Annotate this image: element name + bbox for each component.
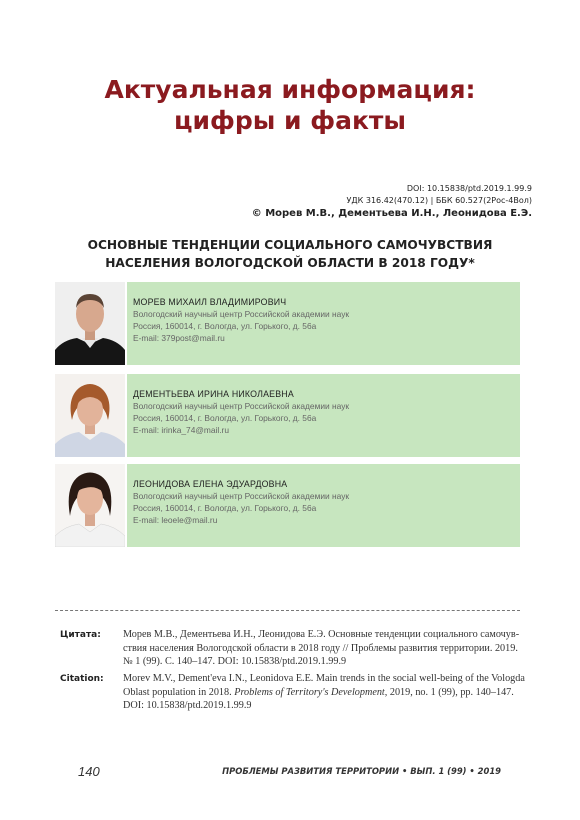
author-card-1 <box>55 282 520 365</box>
section-title-line1: Актуальная информация: <box>104 75 476 104</box>
citation-ru-text <box>123 628 526 669</box>
article-title <box>0 236 580 272</box>
article-title-line2: НАСЕЛЕНИЯ ВОЛОГОДСКОЙ ОБЛАСТИ В 2018 ГОДУ* <box>105 256 475 270</box>
doi-line[interactable]: DOI: 10.15838/ptd.2019.1.99.9 <box>406 184 532 193</box>
dashed-divider <box>55 610 520 611</box>
citation-en-text <box>123 672 526 713</box>
citation-en-line2-plain: Oblast population in 2018. <box>123 686 235 698</box>
author-org-2: Вологодский научный центр Российской академии наук <box>133 401 350 411</box>
author-name-2: ДЕМЕНТЬЕВА ИРИНА НИКОЛАЕВНА <box>133 389 294 399</box>
citation-ru-line2: ствия населения Вологодской области в 2018 году // Проблемы развития территории. 2019. <box>123 642 518 654</box>
author-org-3: Вологодский научный центр Российской академии наук <box>133 491 350 501</box>
journal-footer: ПРОБЛЕМЫ РАЗВИТИЯ ТЕРРИТОРИИ • ВЫП. 1 (99) • 2019 <box>222 766 501 776</box>
author-photo-2 <box>55 374 125 457</box>
section-title-line2: цифры и факты <box>173 106 407 135</box>
copyright-line: © Морев М.В., Дементьева И.Н., Леонидова Е.Э. <box>251 208 532 219</box>
author-email-1[interactable]: E-mail: 379post@mail.ru <box>133 333 225 343</box>
author-info-3 <box>133 478 349 526</box>
author-name-3: ЛЕОНИДОВА ЕЛЕНА ЭДУАРДОВНА <box>133 479 288 489</box>
citation-en-line3: DOI: 10.15838/ptd.2019.1.99.9 <box>123 700 252 711</box>
page-number: 140 <box>78 764 100 779</box>
author-photo-3 <box>55 464 125 547</box>
citation-ru-line3: № 1 (99). С. 140–147. DOI: 10.15838/ptd.2019.1.99.9 <box>123 656 347 667</box>
citation-en-line2-rest: 2019, no. 1 (99), pp. 140–147. <box>387 686 514 698</box>
author-name-1: МОРЕВ МИХАИЛ ВЛАДИМИРОВИЧ <box>133 297 287 307</box>
author-email-3[interactable]: E-mail: leoele@mail.ru <box>133 515 218 525</box>
author-email-2[interactable]: E-mail: irinka_74@mail.ru <box>133 425 230 435</box>
author-photo-1 <box>55 282 125 365</box>
citation-en-journal-title: Problems of Territory's Development, <box>234 686 388 698</box>
author-info-1 <box>133 296 349 344</box>
citation-en-line1: Morev M.V., Dement'eva I.N., Leonidova E.E. Main trends in the social well-being of the Vologda <box>123 673 525 684</box>
citation-en-line2 <box>123 686 526 700</box>
section-title <box>0 74 580 136</box>
author-org-1: Вологодский научный центр Российской академии наук <box>133 309 350 319</box>
article-title-line1: ОСНОВНЫЕ ТЕНДЕНЦИИ СОЦИАЛЬНОГО САМОЧУВСТВИЯ <box>87 238 493 252</box>
citation-ru-label: Цитата: <box>60 630 101 640</box>
author-address-3: Россия, 160014, г. Вологда, ул. Горького, д. 56а <box>133 503 317 513</box>
author-info-2 <box>133 388 349 436</box>
author-card-2 <box>55 374 520 457</box>
author-address-1: Россия, 160014, г. Вологда, ул. Горького, д. 56а <box>133 321 317 331</box>
author-card-3 <box>55 464 520 547</box>
author-address-2: Россия, 160014, г. Вологда, ул. Горького, д. 56а <box>133 413 317 423</box>
citation-en-label: Citation: <box>60 674 104 684</box>
citation-ru-line1: Морев М.В., Дементьева И.Н., Леонидова Е.Э. Основные тенденции социального самочув- <box>123 629 520 640</box>
udk-line: УДК 316.42(470.12) | ББК 60.527(2Рос-4Вол) <box>346 196 532 205</box>
